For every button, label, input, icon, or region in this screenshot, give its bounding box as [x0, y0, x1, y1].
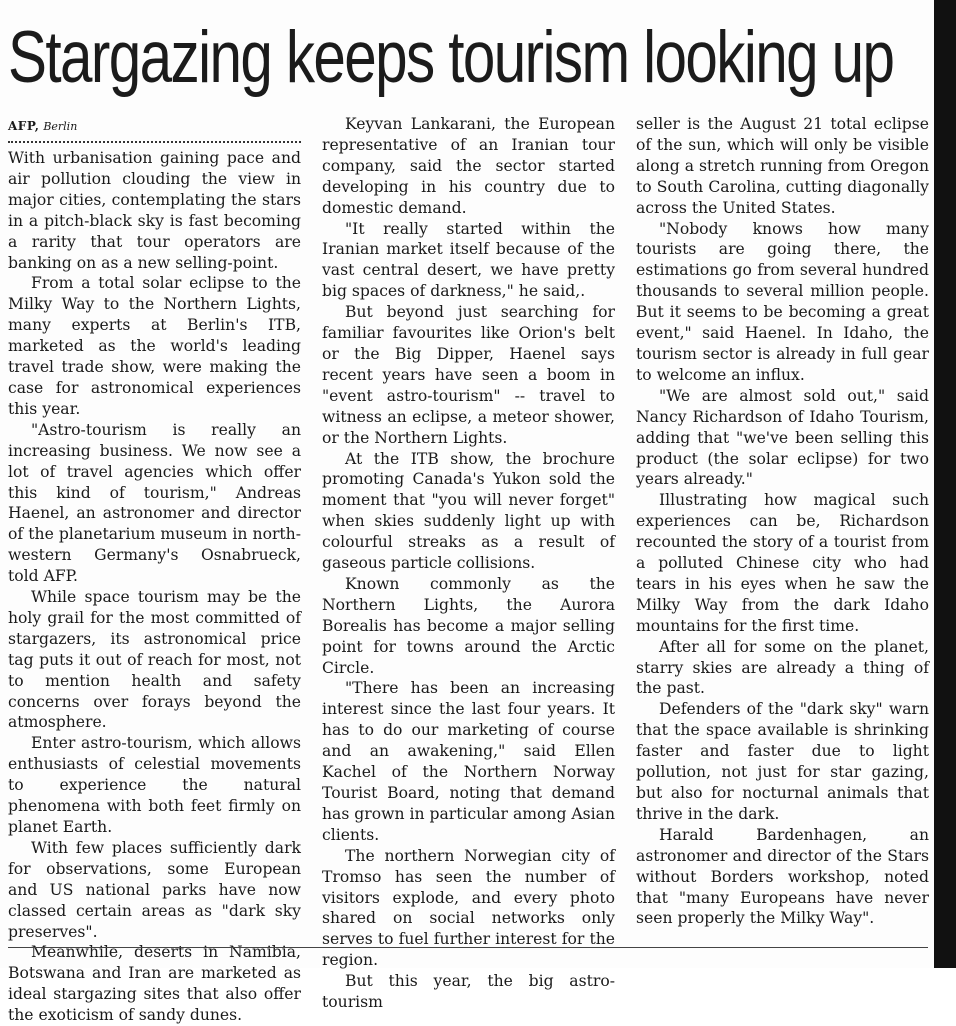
paragraph: But beyond just searching for familiar favourites like Orion's belt or the Big Dipper, Haenel says recent years have seen a boom in "event astro-tourism" -- travel to witness an eclipse, a meteor shower, or the Northern Lights. — [322, 303, 615, 447]
article-column-1 — [8, 113, 301, 1026]
article-column-2 — [322, 114, 615, 1013]
byline-place: Berlin — [43, 120, 78, 133]
paragraph: Keyvan Lankarani, the European representative of an Iranian tour company, said the sector started developing in his country due to domestic demand. — [322, 115, 615, 217]
paragraph: "Nobody knows how many tourists are going there, the estimations go from several hundred thousands to several million people. But it seems to be becoming a great event," said Haenel. In Idaho, the tourism sector is already in full gear to welcome an influx. — [636, 219, 929, 384]
paragraph: But this year, the big astro-tourism — [322, 972, 615, 1012]
paragraph: "Astro-tourism is really an increasing business. We now see a lot of travel agencies which offer this kind of tourism," Andreas Haenel, an astronomer and director of the planetarium museum in north-western Germany's Osnabrueck, told AFP. — [8, 420, 301, 586]
page-edge-shadow — [934, 0, 956, 968]
paragraph: With urbanisation gaining pace and air pollution clouding the view in major cities, contemplating the stars in a pitch-black sky is fast becoming a rarity that tour operators are banking on as a new selling-point. — [8, 149, 301, 272]
article-column-3 — [636, 114, 929, 929]
byline-agency: AFP, — [8, 119, 40, 133]
paragraph: With few places sufficiently dark for observations, some European and US national parks have now classed certain areas as "dark sky preserves". — [8, 838, 301, 941]
paragraph: At the ITB show, the brochure promoting Canada's Yukon sold the moment that "you will never forget" when skies suddenly light up with colourful streaks as a result of gaseous particle collisions. — [322, 449, 615, 573]
paragraph: While space tourism may be the holy grail for the most committed of stargazers, its astronomical price tag puts it out of reach for most, not to mention health and safety concerns over forays beyond the atmosphere. — [8, 588, 301, 732]
paragraph: The northern Norwegian city of Tromso has seen the number of visitors explode, and every photo shared on social networks only serves to fuel further interest for the region. — [322, 846, 615, 970]
paragraph: Meanwhile, deserts in Namibia, Botswana and Iran are marketed as ideal stargazing sites that also offer the exoticism of sandy dunes. — [8, 943, 301, 1025]
paragraph: Illustrating how magical such experiences can be, Richardson recounted the story of a tourist from a polluted Chinese city who had tears in his eyes when he saw the Milky Way from the dark Idaho mountains for the first time. — [636, 491, 929, 635]
bottom-rule — [8, 947, 928, 948]
paragraph: Known commonly as the Northern Lights, the Aurora Borealis has become a major selling point for towns around the Arctic Circle. — [322, 574, 615, 677]
article-headline: Stargazing keeps tourism looking up — [8, 17, 894, 98]
paragraph: Harald Bardenhagen, an astronomer and director of the Stars without Borders workshop, noted that "many Europeans have never seen properly the Milky Way". — [636, 825, 929, 928]
paragraph: Enter astro-tourism, which allows enthusiasts of celestial movements to experience the natural phenomena with both feet firmly on planet Earth. — [8, 734, 301, 836]
paragraph: seller is the August 21 total eclipse of the sun, which will only be visible along a stretch running from Oregon to South Carolina, cutting diagonally across the United States. — [636, 115, 929, 217]
paragraph: From a total solar eclipse to the Milky Way to the Northern Lights, many experts at Berlin's ITB, marketed as the world's leading travel trade show, were making the case for astronomical experiences this year. — [8, 274, 301, 418]
paragraph: After all for some on the planet, starry skies are already a thing of the past. — [636, 637, 929, 698]
paragraph: "There has been an increasing interest since the last four years. It has to do our marketing of course and an awakening," said Ellen Kachel of the Northern Norway Tourist Board, noting that demand has grown in particular among Asian clients. — [322, 679, 615, 844]
byline — [8, 117, 301, 139]
paragraph: "It really started within the Iranian market itself because of the vast central desert, we have pretty big spaces of darkness," he said,. — [322, 219, 615, 301]
paragraph: "We are almost sold out," said Nancy Richardson of Idaho Tourism, adding that "we've been selling this product (the solar eclipse) for two years already." — [636, 386, 929, 489]
dotted-divider — [8, 141, 301, 143]
paragraph: Defenders of the "dark sky" warn that the space available is shrinking faster and faster due to light pollution, not just for star gazing, but also for nocturnal animals that thrive in the dark. — [636, 700, 929, 823]
